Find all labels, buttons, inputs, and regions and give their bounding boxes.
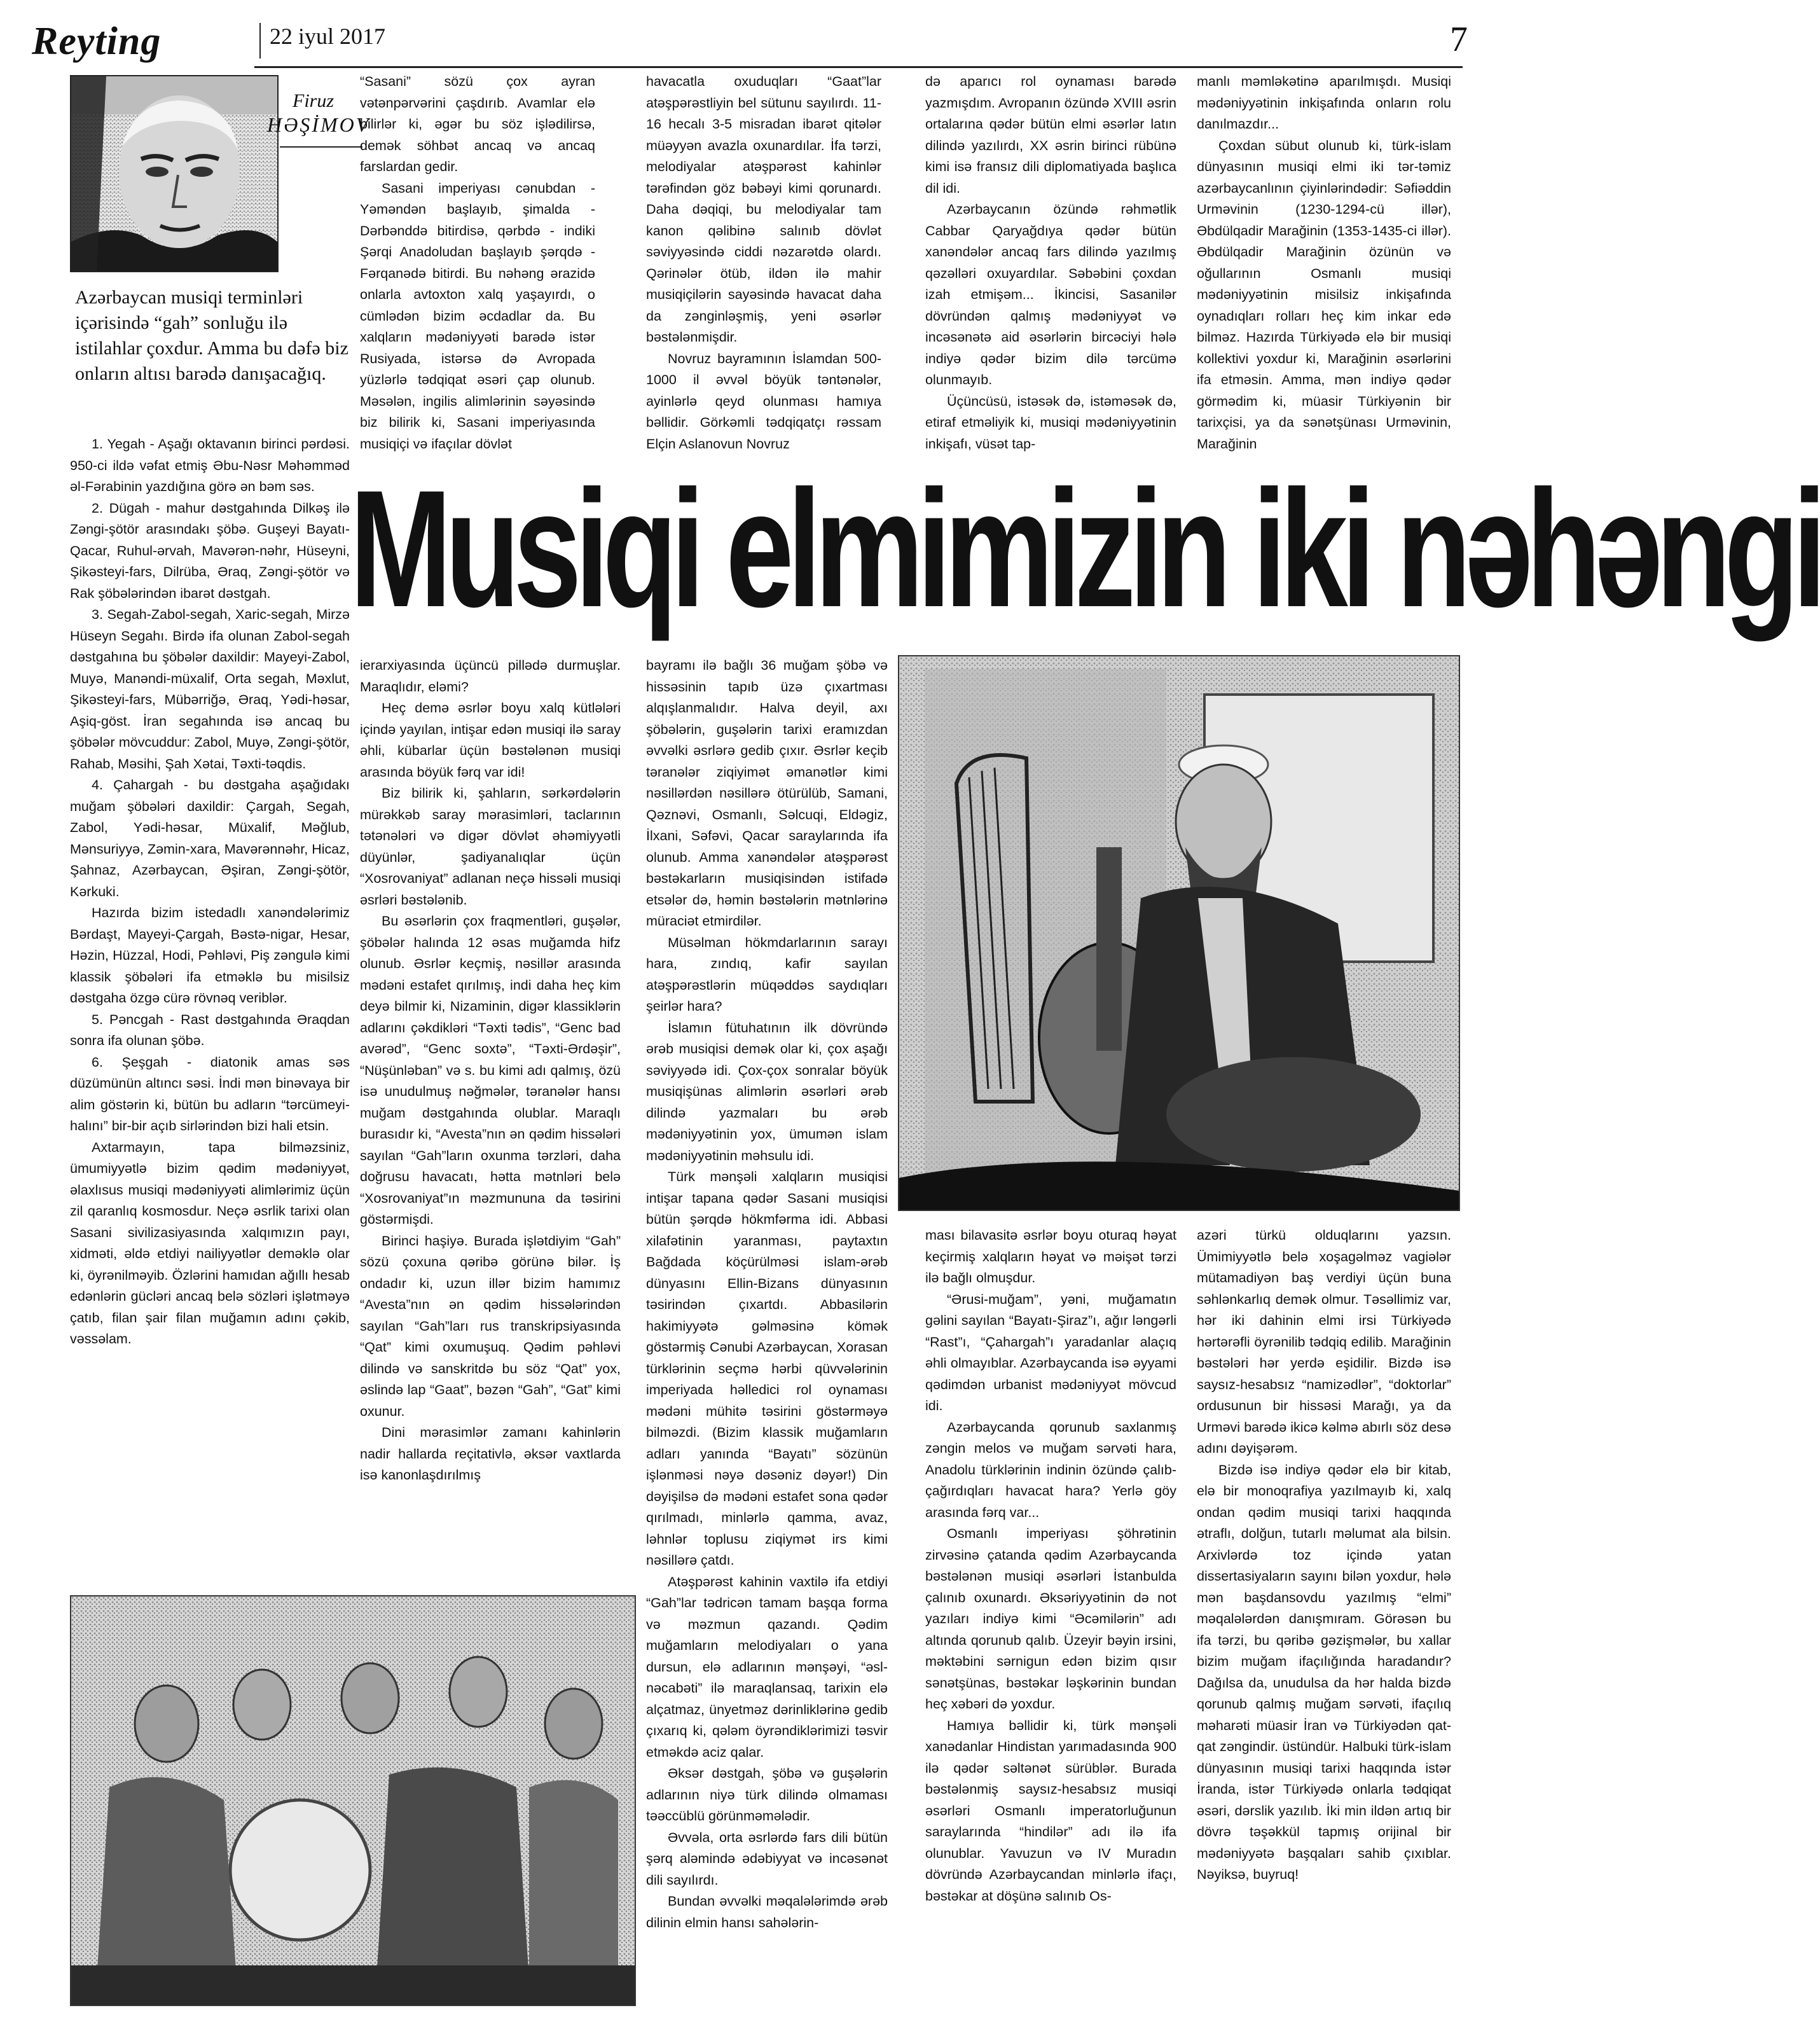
- page-number: 7: [1450, 20, 1468, 59]
- paragraph: bayramı ilə bağlı 36 muğam şöbə və hissəsinin tapıb üzə çıxartması alqışlanmalıdır. Halva deyil, axı şöbələrin, guşələrin tarixi eramızdan əvvəlki əsrlərə gedib çıxır. Əsrlər keçib təranələr ziqiyimət əmanətlər kimi nəsillərdən nəsillərə ötürülüb, Samani, Qəznəvi, Osmanlı, Səlcuqi, Eldəgiz, İlxani, Səfəvi, Qacar saraylarında ifa olunub. Amma xanəndələr atəşpərəst bəstəkarların musiqisindən istifadə etsələr də, həmin bəstələrin mətnlərinə müraciət etmirdilər.: [646, 658, 888, 929]
- column-4-top: [925, 71, 1176, 452]
- paragraph: manlı məmləkətinə aparılmışdı. Musiqi mədəniyyətinin inkişafında onların rolu danılmazdır...: [1197, 74, 1451, 132]
- paragraph: Əvvəla, orta əsrlərdə fars dili bütün şərq aləmində ədəbiyyat və incəsənət dili sayılırdı.: [646, 1829, 888, 1888]
- paragraph: Heç demə əsrlər boyu xalq kütlələri içində yayılan, intişar edən musiqi ilə saray əhli, kübarlar üçün bəstələnən musiqi arasında böyük fərq var idi!: [360, 700, 621, 780]
- paragraph: 4. Çahargah - bu dəstgaha aşağıdakı muğam şöbələri daxildir: Çargah, Segah, Zabol, Yədi-həsar, Müxalif, Məğlub, Mənsuriyyə, Zəmin-xara, Mavərənnəhr, Hicaz, Şahnaz, Azərbaycan, Əşiran, Zəngi-şötör, Kərkuki.: [70, 777, 350, 899]
- paragraph: havacatla oxuduqları “Gaat”lar atəşpərəstliyin bel sütunu sayılırdı. 11-16 hecalı 3-5 misradan ibarət qitələr müəyyən avazla oxunardılar. İfa tərzi, melodiyalar atəşpərəst kahinlər tərəfindən göz bəbəyi kimi qorunardı. Daha dəqiqi, bu melodiyalar tam kanon qəlibinə salınıb dövlət səviyyəsində ciddi nəzarətdə olardı. Qərinələr ötüb, ildən ilə mahir musiqiçilərin sayəsində havacat daha da zənginləşmiş, yeni əsərlər bəstələnmişdir.: [646, 74, 881, 345]
- column-4-bottom: [925, 1225, 1176, 2001]
- paragraph: Sasani imperiyası cənubdan - Yəməndən başlayıb, şimalda - Dərbənddə bitirdisə, qərbdə - indiki Şərqi Anadoludan başlayıb şərqdə - Fərqanədə bitirdi. Bu nəhəng ərazidə onlarla avtoxton xalq yaşayırdı, o cümlədən bizim əcdadlar da. Bu xalqların mədəniyyəti barədə istər Rusiyada, istərsə də Avropada yüzlərlə tədqiqat əsəri çap olunub. Məsələn, ingilis alimlərinin səyəsində biz bilirik ki, Sasani imperiyasında musiqiçi və ifaçılar dövlət: [360, 180, 595, 452]
- paragraph: Bizdə isə indiyə qədər elə bir kitab, elə bir monoqrafiya yazılmayıb ki, xalq ondan qədim musiqi tarixi haqqında ətraflı, dolğun, tutarlı məlumat ala bilsin. Arxivlərdə toz içində yatan dissertasiyaların sayını bilən yoxdur, hələ mən başdansovdu yazılmış “elmi” məqalələrdən danışmıram. Görəsən bu ifa tərzi, bu qəribə gəzişmələr, bu xallar bizim muğam ifaçılığında haradandır? Dağılsa da, unudulsa da hər halda bizdə qorunub qalmış muğam sərvəti, ifaçılıq məharəti müasir İran və Türkiyədən qat-qat zəngindir. üstündür. Halbuki türk-islam dünyasının musiqi tarixi haqqında istər İranda, istər Türkiyədə onlarla tədqiqat əsəri, dərslik yazılıb. İki min ildən artıq bir dövrə təşəkkül tapmış orijinal bir mədəniyyətə başqaları sahib çıxıblar. Nəyiksə, buyruq!: [1197, 1462, 1451, 1882]
- paragraph: də aparıcı rol oynaması barədə yazmışdım. Avropanın özündə XVIII əsrin ortalarına qədər bütün elmi əsərlər latın dilində yazılırdı, XX əsrin birinci rübünə kimi isə fransız dili diplomatiyada başlıca dil idi.: [925, 74, 1176, 196]
- author-portrait: [70, 75, 279, 272]
- paragraph: Çoxdan sübut olunub ki, türk-islam dünyasının musiqi elmi iki tər-təmiz azərbaycanlının çiyinlərindədir: Səfiəddin Urməvinin (1230-1294-cü illər), Əbdülqadir Marağinin (1353-1435-ci illər). Əbdülqadir Marağinin özünün və oğullarının Osmanlı musiqi mədəniyyətinin misilsiz inkişafında oynadıqları rolları heç kim inkar edə bilməz. Hazırda Türkiyədə elə bir musiqi kollektivi yoxdur ki, Marağinin əsərlərini ifa etməsin. Amma, mən indiyə qədər görmədim ki, müasir Türkiyənin bir tarixçisi, ya da sənətşünası Urməvinin, Marağinin: [1197, 137, 1451, 452]
- masthead-divider: [259, 23, 261, 59]
- paragraph: 1. Yegah - Aşağı oktavanın birinci pərdəsi. 950-ci ildə vəfat etmiş Əbu-Nəsr Məhəmməd əl-Fərabinin yazdığına görə ən bəm səs.: [70, 436, 350, 494]
- author-last-name: HƏŞİMOV: [267, 113, 371, 136]
- top-rule: [254, 66, 1463, 68]
- column-2-top: [360, 71, 595, 452]
- illustration-musicians-gathering: [70, 1595, 636, 2006]
- masthead-logo: Reyting: [32, 20, 162, 63]
- column-3-bottom: [646, 655, 888, 1997]
- author-divider: [280, 146, 362, 148]
- column-2-bottom: [360, 655, 621, 1584]
- paragraph: Azərbaycanın özündə rəhmətlik Cabbar Qaryağdıya qədər bütün xanəndələr ancaq fars dilində yazılmış qəzəlləri oxuyardılar. Səbəbini çoxdan izah etmişəm... İkincisi, Sasanilər dövründən qalmış mədəniyyət və incəsənətə aid əsərlərin bircəciyi hələ indiyə qədər bizim dilə tərcümə olunmayıb.: [925, 202, 1176, 387]
- paragraph: Dini mərasimlər zamanı kahinlərin nadir hallarda reçitativlə, əksər vaxtlarda isə kanonlaşdırılmış: [360, 1425, 621, 1483]
- column-3-top: [646, 71, 881, 452]
- paragraph: 2. Dügah - mahur dəstgahında Dilkəş ilə Zəngi-şötör arasındakı şöbə. Guşeyi Bayatı-Qacar, Ruhul-ərvah, Mavərən-nəhr, Hüseyni, Şikəsteyi-fars, Dilrüba, Əraq, Zəngi-şötör və Rak şöbələrindən ibarət dəstgah.: [70, 500, 350, 601]
- paragraph: Bu əsərlərin çox fraqmentləri, guşələr, şöbələr halında 12 əsas muğamda hifz olunub. Əsrlər keçmiş, nəsillər arasında mədəni estafet qırılmış, indi daha heç kim deyə bilmir ki, Nizaminin, digər klassiklərin adlarını çəkdikləri “Təxti tədis”, “Genc bad avərəd”, “Genc soxtə”, “Təxti-Ərdəşir”, “Nüşünləban” və s. bu kimi adı qalmış, özü isə unudulmuş nəğmələr, təranələr hansı muğam dəstgahında olublar. Maraqlı burasıdır ki, “Avesta”nın ən qədim hissələri sayılan “Gah”ların oxunma tərzləri, daha doğrusu havacatı, hətta mətnləri belə “Xosrovaniyat”ın məzmununa da təsirini göstərmişdi.: [360, 913, 621, 1227]
- paragraph: “Ərusi-muğam”, yəni, muğamatın gəlini sayılan “Bayatı-Şiraz”ı, ağır ləngərli “Rast”ı, “Çahargah”ı yaradanlar alaçıq əhli olmayıblar. Azərbaycanda isə əyyami qədimdən urbanist mədəniyyət mövcud idi.: [925, 1291, 1176, 1413]
- headline: Musiqi elmimizin iki nəhəngi: [350, 455, 1820, 642]
- paragraph: Axtarmayın, tapa bilməzsiniz, ümumiyyətlə bizim qədim mədəniyyət, əlaxlısus musiqi mədəniyyəti alimlərimiz üçün zil qaranlıq kosmosdur. Neçə əsrlik tarixi olan Sasani sivilizasiyasında xalqımızın payı, xidməti, əldə etdiyi nailiyyətlər deməklə olar ki, öyrənilməyib. Özlərini hamıdan ağıllı hesab edənlərin gücləri ancaq belə sözləri işlətməyə çatıb, filan şair filan muğamın adını çəkib, vəssəlam.: [70, 1139, 350, 1347]
- paragraph: Üçüncüsü, istəsək də, istəməsək də, etiraf etməliyik ki, musiqi mədəniyyətinin inkişafı, vüsət tap-: [925, 393, 1176, 452]
- paragraph: Türk mənşəli xalqların musiqisi intişar tapana qədər Sasani musiqisi bütün şərqdə hökmfərma idi. Abbasi xilafətinin yaranması, paytaxtın Bağdada köçürülməsi islam-ərəb dünyasını Ellin-Bizans dünyasının təsirindən çıxartdı. Abbasilərin hakimiyyətə gəlməsinə kömək göstərmiş Cənubi Azərbaycan, Xorasan türklərinin seçmə hərbi qüvvələrinin imperiyada həlledici rol oynaması mədəni mühitə təsirini göstərməyə bilməzdi. (Bizim klassik muğamların adları yanında “Bayatı” sözünün işlənməsi nəyə dəsəniz dəyər!) Din dəyişilsə də mədəni estafet sona qədər qırılmadı, minlərlə qamma, avaz, ləhnlər toplusu ziqiymət irs kimi nəsillərə çatdı.: [646, 1169, 888, 1568]
- paragraph: Azərbaycanda qorunub saxlanmış zəngin melos və muğam sərvəti hara, Anadolu türklərinin indinin özündə çalıb-çağırdıqları havacat hara? Yerlə göy arasında fərq var...: [925, 1419, 1176, 1520]
- paragraph: Birinci haşiyə. Burada işlətdiyim “Gah” sözü çoxuna qəribə görünə bilər. İş ondadır ki, uzun illər bizim hamımız “Avesta”nın ən qədim hissələrindən sayılan “Gah”ları rus transkripsiyasında “Qat” kimi oxumuşuq. Qədim pəhləvi dilində və sanskritdə bu söz “Qat” yox, əslində lap “Gaat”, bəzən “Gah”, “Gat” kimi oxunur.: [360, 1233, 621, 1419]
- column-5-bottom: [1197, 1225, 1451, 2001]
- article-lead: Azərbaycan musiqi terminləri içərisində “gah” sonluğu ilə istilahlar çoxdur. Amma bu dəfə biz onların altısı barədə danışacağıq.: [75, 287, 348, 384]
- paragraph: 3. Segah-Zabol-segah, Xaric-segah, Mirzə Hüseyn Segahı. Birdə ifa olunan Zabol-segah dəstgahına bu şöbələr daxildir: Mayeyi-Zabol, Muyə, Manəndi-müxalif, Orta segah, Məxlut, Şikəsteyi-fars, Mübərriğə, Əraq, Yədi-həsar, Aşiq-göst. İran segahında isə ancaq bu şöbələr mövcuddur: Zabol, Muyə, Zəngi-şötör, Rahab, Məsihi, Şah Xətai, Təxti-təqdis.: [70, 607, 350, 772]
- issue-date: 22 iyul 2017: [270, 24, 386, 49]
- paragraph: azəri türkü olduqlarını yazsın. Ümimiyyətlə belə xoşagəlməz vagiələr mütamadiyən baş verdiyi üçün buna səhlənkarlıq demək olmur. Təsəllimiz var, hər iki dahinin elmi irsi Türkiyədə hərtərəfli öyrənilib tədqiq edilib. Marağinin bəstələri hər yerdə eşidilir. Bizdə isə saysız-hesabsız “namizədlər”, “doktorlar” ordusunun bir hissəsi Marağı, ya da Urməvi barədə ikicə kəlmə abırlı söz desə adını dəyişərəm.: [1197, 1228, 1451, 1456]
- paragraph: ması bilavasitə əsrlər boyu oturaq həyat keçirmiş xalqların həyat və məişət tərzi ilə bağlı olmuşdur.: [925, 1228, 1176, 1285]
- paragraph: Hamıya bəllidir ki, türk mənşəli xanədanlar Hindistan yarımadasında 900 ilə qədər səltənət sürüblər. Burada bəstələnmiş saysız-hesabsız musiqi əsərləri Osmanlı imperatorluğunun saraylarında “hindilər” adı ilə ifa olunublar. Yavuzun və IV Muradın dövründə Azərbaycandan minlərlə ifaçı, bəstəkar at döşünə salınıb Os-: [925, 1717, 1176, 1904]
- author-first-name: Firuz: [293, 90, 334, 111]
- paragraph: Hazırda bizim istedadlı xanəndələrimiz Bərdaşt, Mayeyi-Çargah, Bəstə-nigar, Hesar, Həzin, Hüzzal, Hodi, Pəhləvi, Piş zəngulə kimi klassik şöbələri ifa etməklə bu misilsiz dəstgaha özgə cürə rövnəq veriblər.: [70, 905, 350, 1006]
- illustration-musician: [898, 655, 1460, 1211]
- column-1: [70, 434, 350, 1585]
- paragraph: Novruz bayramının İslamdan 500-1000 il əvvəl böyük təntənələr, ayinlərlə qeyd olunması hamıya bəllidir. Görkəmli tədqiqatçı rəssam Elçin Aslanovun Novruz: [646, 350, 881, 452]
- paragraph: Əksər dəstgah, şöbə və guşələrin adlarının niyə türk dilində olmaması təəccüblü görünməmələdir.: [646, 1766, 888, 1824]
- paragraph: Atəşpərəst kahinin vaxtilə ifa etdiyi “Gah”lar tədricən tamam başqa forma və məzmun qazandı. Qədim muğamların melodiyaları o yana dursun, elə adlarının mənşəyi, “əsl-nəcabəti” ilə maraqlansaq, tarixin elə alçatmaz, ünyetməz dərinliklərinə gedib çıxarıq ki, qələm öyrəndiklərimizi təsvir etməkdə aciz qalar.: [646, 1574, 888, 1760]
- paragraph: ierarxiyasında üçüncü pillədə durmuşlar. Maraqlıdır, eləmi?: [360, 658, 621, 695]
- paragraph: 5. Pəncgah - Rast dəstgahında Əraqdan sonra ifa olunan şöbə.: [70, 1011, 350, 1048]
- column-5-top: [1197, 71, 1451, 452]
- paragraph: “Sasani” sözü çox ayran vətənpərvərini çaşdırıb. Avamlar elə bilirlər ki, əgər bu söz işlədilirsə, demək söhbət ancaq və ancaq farslardan gedir.: [360, 74, 595, 174]
- paragraph: Bundan əvvəlki məqalələrimdə ərəb dilinin elmin hansı sahələrin-: [646, 1894, 888, 1930]
- paragraph: İslamın fütuhatının ilk dövründə ərəb musiqisi demək olar ki, çox aşağı səviyyədə idi. Çox-çox sonralar böyük musiqişünas alimlərin əsərləri ərəb dilində yazmaları bu ərəb mədəniyyətinin yox, ümumən islam mədəniyyətinin məhsulu idi.: [646, 1020, 888, 1163]
- paragraph: Biz bilirik ki, şahların, sərkərdələrin mürəkkəb saray mərasimləri, taclarının tətənələri və digər dövlət əhəmiyyətli düyünlər, şadiyanalıqlar üçün “Xosrovaniyat” adlanan neçə hissəli musiqi əsrləri bəstələnib.: [360, 786, 621, 908]
- paragraph: Osmanlı imperiyası şöhrətinin zirvəsinə çatanda qədim Azərbaycanda bəstələnən musiqi əsərləri İstanbulda çalınıb oxunardı. Əksəriyyətinin də not yazıları indiyə kimi “Əcəmilərin” adı altında qorunub qalıb. Üzeyir bəyin irsini, məktəbini sərnigun edən bizim qısır sənətşünas, bəstəkar ləşkərinin bundan heç xəbəri də yoxdur.: [925, 1526, 1176, 1712]
- paragraph: 6. Şeşgah - diatonik amas səs düzümünün altıncı səsi. İndi mən binəvaya bir alim göstərin ki, bütün bu adların “tərcümeyi-halını” bir-bir açıb sirlərindən bizi hali etsin.: [70, 1054, 350, 1133]
- paragraph: Müsəlman hökmdarlarının sarayı hara, zındıq, kafir sayılan atəşpərəstlərin müqəddəs saydıqları şeirlər hara?: [646, 934, 888, 1014]
